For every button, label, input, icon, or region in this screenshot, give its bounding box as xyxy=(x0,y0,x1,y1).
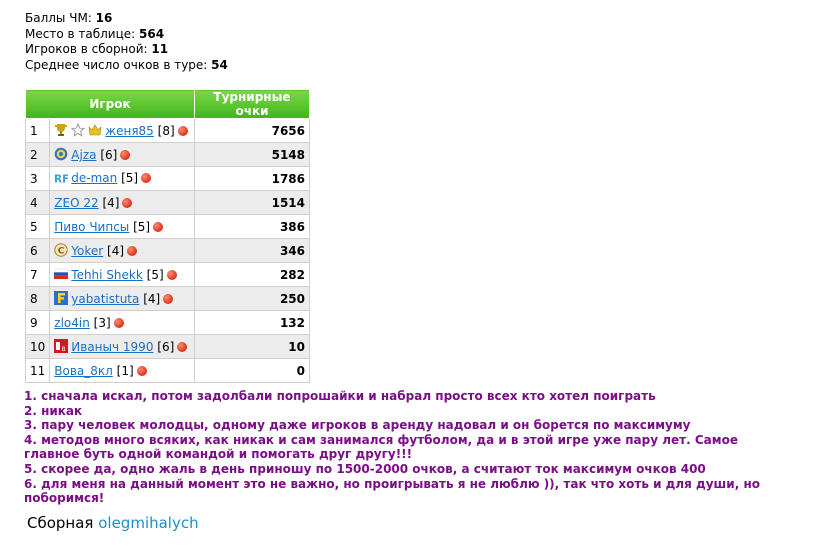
table-row xyxy=(26,215,310,239)
table-row xyxy=(26,359,310,383)
player-link[interactable]: Вова_8кл xyxy=(54,363,113,378)
status-dot-icon[interactable] xyxy=(163,294,173,304)
row-player xyxy=(50,335,195,359)
red-logo-icon xyxy=(54,339,68,353)
table-row xyxy=(26,311,310,335)
team-line xyxy=(27,514,199,532)
answer-3: 3. пару человек молодцы, одному даже игроков в аренду надовал и он борется по максимуму xyxy=(24,418,691,433)
player-link[interactable]: Пиво Чипсы xyxy=(54,219,130,234)
crown-icon xyxy=(88,123,102,137)
answer-5: 5. скорее да, одно жаль в день приношу по 1500-2000 очков, а считают ток максимум очков 400 xyxy=(24,461,706,476)
status-dot-icon[interactable] xyxy=(114,318,124,328)
player-level: [5] xyxy=(146,268,164,282)
player-level: [6] xyxy=(157,340,175,354)
answer-4: 4. методов много всяких, как никак и сам занимался футболом, да и в этой игре уже пару лет. Самое главное буть одной командой и помогать друг другу!!! xyxy=(24,432,738,462)
row-points: 132 xyxy=(195,311,310,335)
status-dot-icon[interactable] xyxy=(153,222,163,232)
row-rank: 1 xyxy=(26,119,50,143)
row-rank: 6 xyxy=(26,239,50,263)
header-points[interactable]: Турнирные очки xyxy=(195,90,310,119)
row-player xyxy=(50,359,195,383)
header-player[interactable]: Игрок xyxy=(26,90,195,119)
table-row xyxy=(26,335,310,359)
f-logo-icon xyxy=(54,291,68,305)
player-level: [4] xyxy=(102,195,120,210)
row-points: 1786 xyxy=(195,167,310,191)
row-player xyxy=(50,143,195,167)
table-row xyxy=(26,167,310,191)
player-level: [1] xyxy=(116,363,134,378)
status-dot-icon[interactable] xyxy=(178,126,188,136)
status-dot-icon[interactable] xyxy=(137,366,147,376)
table-row xyxy=(26,287,310,311)
stat-world-cup-points: Баллы ЧМ: 16 xyxy=(25,11,113,25)
answer-2: 2. никак xyxy=(24,403,83,418)
table-row xyxy=(26,143,310,167)
player-link[interactable]: yabatistuta xyxy=(71,292,140,306)
player-link[interactable]: Tehhi Shekk xyxy=(71,268,143,282)
row-rank: 7 xyxy=(26,263,50,287)
player-link[interactable]: Ajza xyxy=(71,148,97,162)
row-rank: 3 xyxy=(26,167,50,191)
rf-logo-icon xyxy=(54,172,68,186)
svg-text:B: B xyxy=(61,346,66,353)
stat-table-place: Место в таблице: 564 xyxy=(25,26,165,41)
player-link[interactable]: Иваныч 1990 xyxy=(71,340,154,354)
copyright-icon xyxy=(54,243,68,257)
row-player xyxy=(50,311,195,335)
row-points: 386 xyxy=(195,215,310,239)
row-player xyxy=(50,239,195,263)
row-rank: 8 xyxy=(26,287,50,311)
player-level: [5] xyxy=(133,219,151,234)
row-points: 282 xyxy=(195,263,310,287)
russia-flag-icon xyxy=(54,267,68,281)
player-level: [8] xyxy=(157,124,175,138)
stat-avg-points: Среднее число очков в туре: 54 xyxy=(25,57,228,72)
trophy-icon xyxy=(54,123,68,137)
row-rank: 4 xyxy=(26,191,50,215)
player-level: [6] xyxy=(100,148,118,162)
status-dot-icon[interactable] xyxy=(127,246,137,256)
status-dot-icon[interactable] xyxy=(122,198,132,208)
star-icon xyxy=(71,123,85,137)
team-stats xyxy=(25,11,228,73)
row-points: 346 xyxy=(195,239,310,263)
player-level: [3] xyxy=(93,315,111,330)
row-rank: 10 xyxy=(26,335,50,359)
answers-text xyxy=(24,389,784,506)
players-table xyxy=(25,89,310,383)
row-player xyxy=(50,215,195,239)
status-dot-icon[interactable] xyxy=(141,173,151,183)
player-link[interactable]: de-man xyxy=(71,171,118,186)
club-badge-icon xyxy=(54,147,68,161)
row-points: 1514 xyxy=(195,191,310,215)
answer-1: 1. сначала искал, потом задолбали попрошайки и набрал просто всех кто хотел поиграть xyxy=(24,389,656,403)
status-dot-icon[interactable] xyxy=(177,342,187,352)
row-points: 0 xyxy=(195,359,310,383)
answer-6: 6. для меня на данный момент это не важно, но проигрывать я не люблю )), так что хоть и для души, но поборимся! xyxy=(24,476,760,506)
player-level: [4] xyxy=(107,244,125,258)
svg-text:RF: RF xyxy=(54,173,69,185)
stat-players-count: Игроков в сборной: 11 xyxy=(25,42,169,56)
row-player xyxy=(50,167,195,191)
team-label: Сборная xyxy=(27,514,94,532)
player-link[interactable]: женя85 xyxy=(105,124,154,138)
row-rank: 9 xyxy=(26,311,50,335)
row-player xyxy=(50,287,195,311)
row-rank: 5 xyxy=(26,215,50,239)
row-points: 5148 xyxy=(195,143,310,167)
player-level: [4] xyxy=(143,292,161,306)
table-row xyxy=(26,191,310,215)
table-row xyxy=(26,239,310,263)
status-dot-icon[interactable] xyxy=(167,270,177,280)
row-points: 10 xyxy=(195,335,310,359)
player-link[interactable]: ZEO 22 xyxy=(54,195,99,210)
status-dot-icon[interactable] xyxy=(120,150,130,160)
player-link[interactable]: zlo4in xyxy=(54,315,90,330)
team-owner-link[interactable]: olegmihalych xyxy=(98,514,199,532)
row-rank: 2 xyxy=(26,143,50,167)
table-header-row xyxy=(26,90,310,119)
player-level: [5] xyxy=(121,171,139,186)
player-link[interactable]: Yoker xyxy=(71,244,104,258)
row-player xyxy=(50,263,195,287)
svg-text:C: C xyxy=(57,246,65,257)
row-player xyxy=(50,119,195,143)
row-points: 7656 xyxy=(195,119,310,143)
row-points: 250 xyxy=(195,287,310,311)
table-row xyxy=(26,263,310,287)
table-row xyxy=(26,119,310,143)
row-player xyxy=(50,191,195,215)
row-rank: 11 xyxy=(26,359,50,383)
